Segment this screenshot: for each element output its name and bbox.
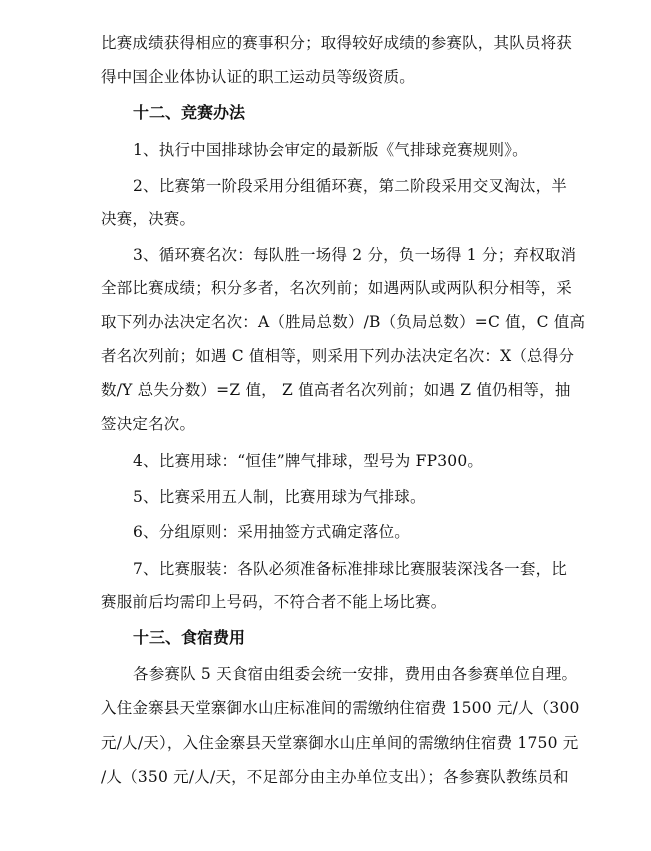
paragraph-line: 签决定名次。 bbox=[101, 415, 196, 433]
paragraph-line: 元/人/天），入住金寨县天堂寨御水山庄单间的需缴纳住宿费 1750 元 bbox=[101, 734, 579, 752]
paragraph-line: 得中国企业体协认证的职工运动员等级资质。 bbox=[101, 68, 416, 86]
paragraph-line: 入住金寨县天堂寨御水山庄标准间的需缴纳住宿费 1500 元/人（300 bbox=[101, 699, 580, 717]
paragraph-line: 1、执行中国排球协会审定的最新版《气排球竞赛规则》。 bbox=[133, 141, 528, 159]
section-heading-competition-method: 十二、竞赛办法 bbox=[133, 103, 246, 122]
paragraph-line: 2、比赛第一阶段采用分组循环赛，第二阶段采用交叉淘汰，半 bbox=[133, 177, 567, 195]
paragraph-line: 比赛成绩获得相应的赛事积分；取得较好成绩的参赛队，其队员将获 bbox=[101, 34, 573, 52]
section-heading-board-lodging: 十三、食宿费用 bbox=[133, 628, 246, 647]
paragraph-line: 者名次列前；如遇 C 值相等，则采用下列办法决定名次：X（总得分 bbox=[101, 347, 575, 365]
paragraph-line: 6、分组原则：采用抽签方式确定落位。 bbox=[133, 523, 410, 541]
paragraph-line: 各参赛队 5 天食宿由组委会统一安排，费用由各参赛单位自理。 bbox=[133, 665, 578, 683]
paragraph-line: /人（350 元/人/天，不足部分由主办单位支出）；各参赛队教练员和 bbox=[101, 768, 569, 786]
paragraph-line: 数/Y 总失分数）=Z 值， Z 值高者名次列前；如遇 Z 值仍相等，抽 bbox=[101, 381, 571, 399]
paragraph-line: 全部比赛成绩；积分多者，名次列前；如遇两队或两队积分相等，采 bbox=[101, 279, 573, 297]
paragraph-line: 决赛，决赛。 bbox=[101, 210, 196, 228]
paragraph-line: 取下列办法决定名次：A（胜局总数）/B（负局总数）=C 值，C 值高 bbox=[101, 313, 586, 331]
paragraph-line: 4、比赛用球：“恒佳”牌气排球，型号为 FP300。 bbox=[133, 452, 484, 470]
paragraph-line: 7、比赛服装：各队必须准备标准排球比赛服装深浅各一套，比 bbox=[133, 560, 567, 578]
paragraph-line: 赛服前后均需印上号码，不符合者不能上场比赛。 bbox=[101, 593, 447, 611]
paragraph-line: 3、循环赛名次：每队胜一场得 2 分，负一场得 1 分；弃权取消 bbox=[133, 246, 577, 264]
paragraph-line: 5、比赛采用五人制，比赛用球为气排球。 bbox=[133, 488, 426, 506]
